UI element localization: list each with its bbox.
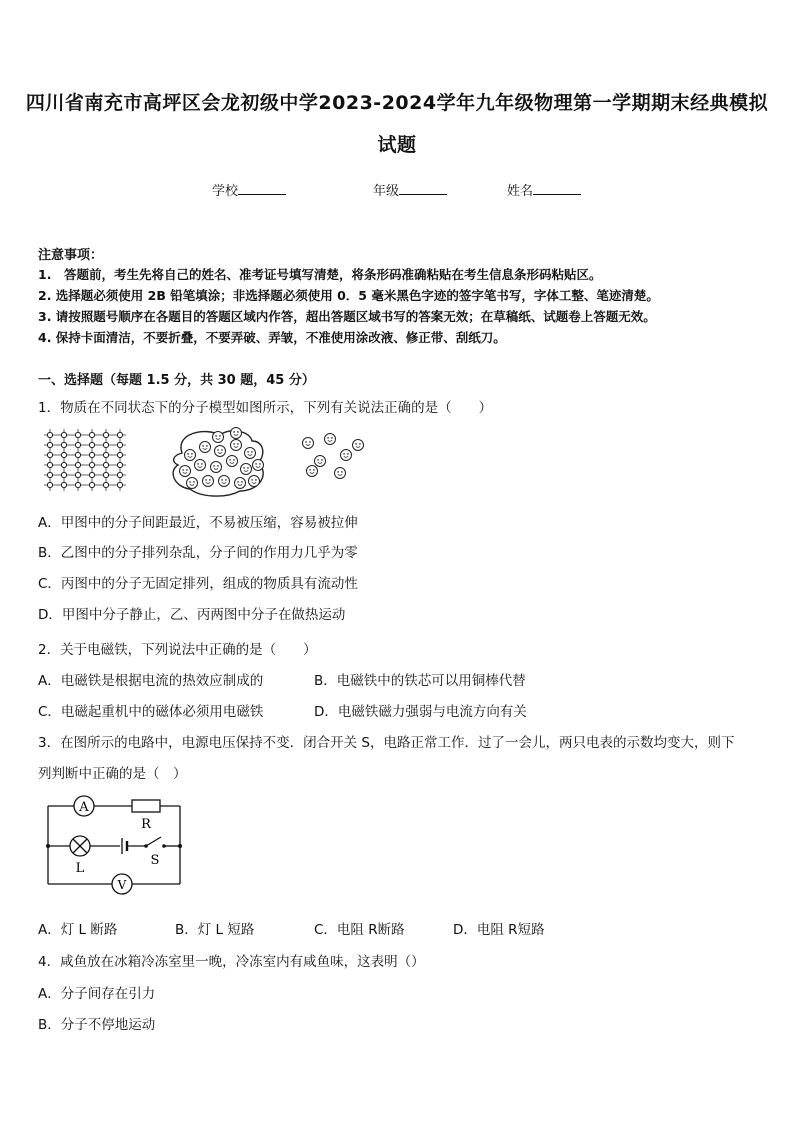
grade-blank[interactable] (399, 180, 447, 195)
gas-molecules (303, 434, 364, 479)
question-3-option-a[interactable]: A．灯 L 断路 (38, 922, 118, 938)
question-4-stem: 4．咸鱼放在冰箱冷冻室里一晚，冷冻室内有咸鱼味，这表明（） (38, 954, 425, 970)
student-info-row (0, 180, 794, 202)
question-2-option-c[interactable]: C．电磁起重机中的磁体必须用电磁铁 (38, 704, 264, 720)
exam-title-line2: 试题 (377, 134, 417, 156)
question-2-option-a[interactable]: A．电磁铁是根据电流的热效应制成的 (38, 673, 264, 689)
question-3-option-b[interactable]: B．灯 L 短路 (175, 922, 255, 938)
molecule-model-figure (40, 425, 370, 500)
notice-item-4: 4. 保持卡面清洁，不要折叠，不要弄破、弄皱，不准使用涂改液、修正带、刮纸刀。 (38, 330, 506, 345)
name-label: 姓名 (507, 184, 534, 199)
notice-item-1: 1. 答题前，考生先将自己的姓名、准考证号填写清楚，将条形码准确粘贴在考生信息条形码粘贴区。 (38, 267, 602, 282)
name-field[interactable] (507, 180, 581, 199)
exam-title-line1: 四川省南充市高坪区会龙初级中学2023-2024学年九年级物理第一学期期末经典模拟 (25, 92, 769, 114)
question-2-option-d[interactable]: D．电磁铁磁力强弱与电流方向有关 (314, 704, 527, 720)
grade-field[interactable] (373, 180, 447, 199)
school-blank[interactable] (238, 180, 286, 195)
question-1-option-c[interactable]: C．丙图中的分子无固定排列，组成的物质具有流动性 (38, 576, 358, 592)
question-3-option-d[interactable]: D．电阻 R短路 (453, 922, 545, 938)
question-4-option-a[interactable]: A．分子间存在引力 (38, 986, 156, 1002)
question-1-option-a[interactable]: A．甲图中的分子间距最近，不易被压缩，容易被拉伸 (38, 515, 358, 531)
solid-lattice-molecules (47, 432, 122, 487)
notice-title: 注意事项： (38, 248, 104, 263)
lamp-label: L (75, 861, 85, 876)
school-label: 学校 (212, 184, 239, 199)
solid-lattice (44, 429, 126, 491)
name-blank[interactable] (533, 180, 581, 195)
question-1-option-d[interactable]: D．甲图中分子静止，乙、丙两图中分子在做热运动 (38, 607, 346, 623)
question-3-stem-line2: 列判断中正确的是（ ） (38, 766, 187, 782)
switch-label: S (150, 853, 160, 868)
notice-item-2: 2. 选择题必须使用 2B 铅笔填涂；非选择题必须使用 0．5 毫米黑色字迹的签字笔书写，字体工整、笔迹清楚。 (38, 288, 659, 303)
section-title-choice: 一、选择题（每题 1.5 分，共 30 题，45 分） (38, 373, 315, 388)
question-1-option-b[interactable]: B．乙图中的分子排列杂乱，分子间的作用力几乎为零 (38, 545, 358, 561)
ammeter-label: A (79, 800, 89, 815)
grade-label: 年级 (373, 184, 400, 199)
question-3-stem-line1: 3．在图所示的电路中，电源电压保持不变．闭合开关 S，电路正常工作．过了一会儿，两只电表的示数均变大，则下 (38, 735, 735, 751)
question-4-option-b[interactable]: B．分子不停地运动 (38, 1017, 156, 1033)
circuit-diagram (40, 792, 190, 897)
question-1-stem: 1．物质在不同状态下的分子模型如图所示，下列有关说法正确的是（ ） (38, 400, 493, 416)
question-2-option-b[interactable]: B．电磁铁中的铁芯可以用铜棒代替 (314, 673, 526, 689)
liquid-molecules (180, 428, 264, 489)
notice-item-3: 3. 请按照题号顺序在各题目的答题区域内作答，超出答题区域书写的答案无效；在草稿纸、试题卷上答题无效。 (38, 309, 656, 324)
question-3-option-c[interactable]: C．电阻 R断路 (314, 922, 405, 938)
school-field[interactable] (212, 180, 286, 199)
question-2-stem: 2．关于电磁铁，下列说法中正确的是（ ） (38, 642, 317, 658)
resistor-label: R (141, 817, 151, 832)
voltmeter-label: V (117, 878, 127, 892)
